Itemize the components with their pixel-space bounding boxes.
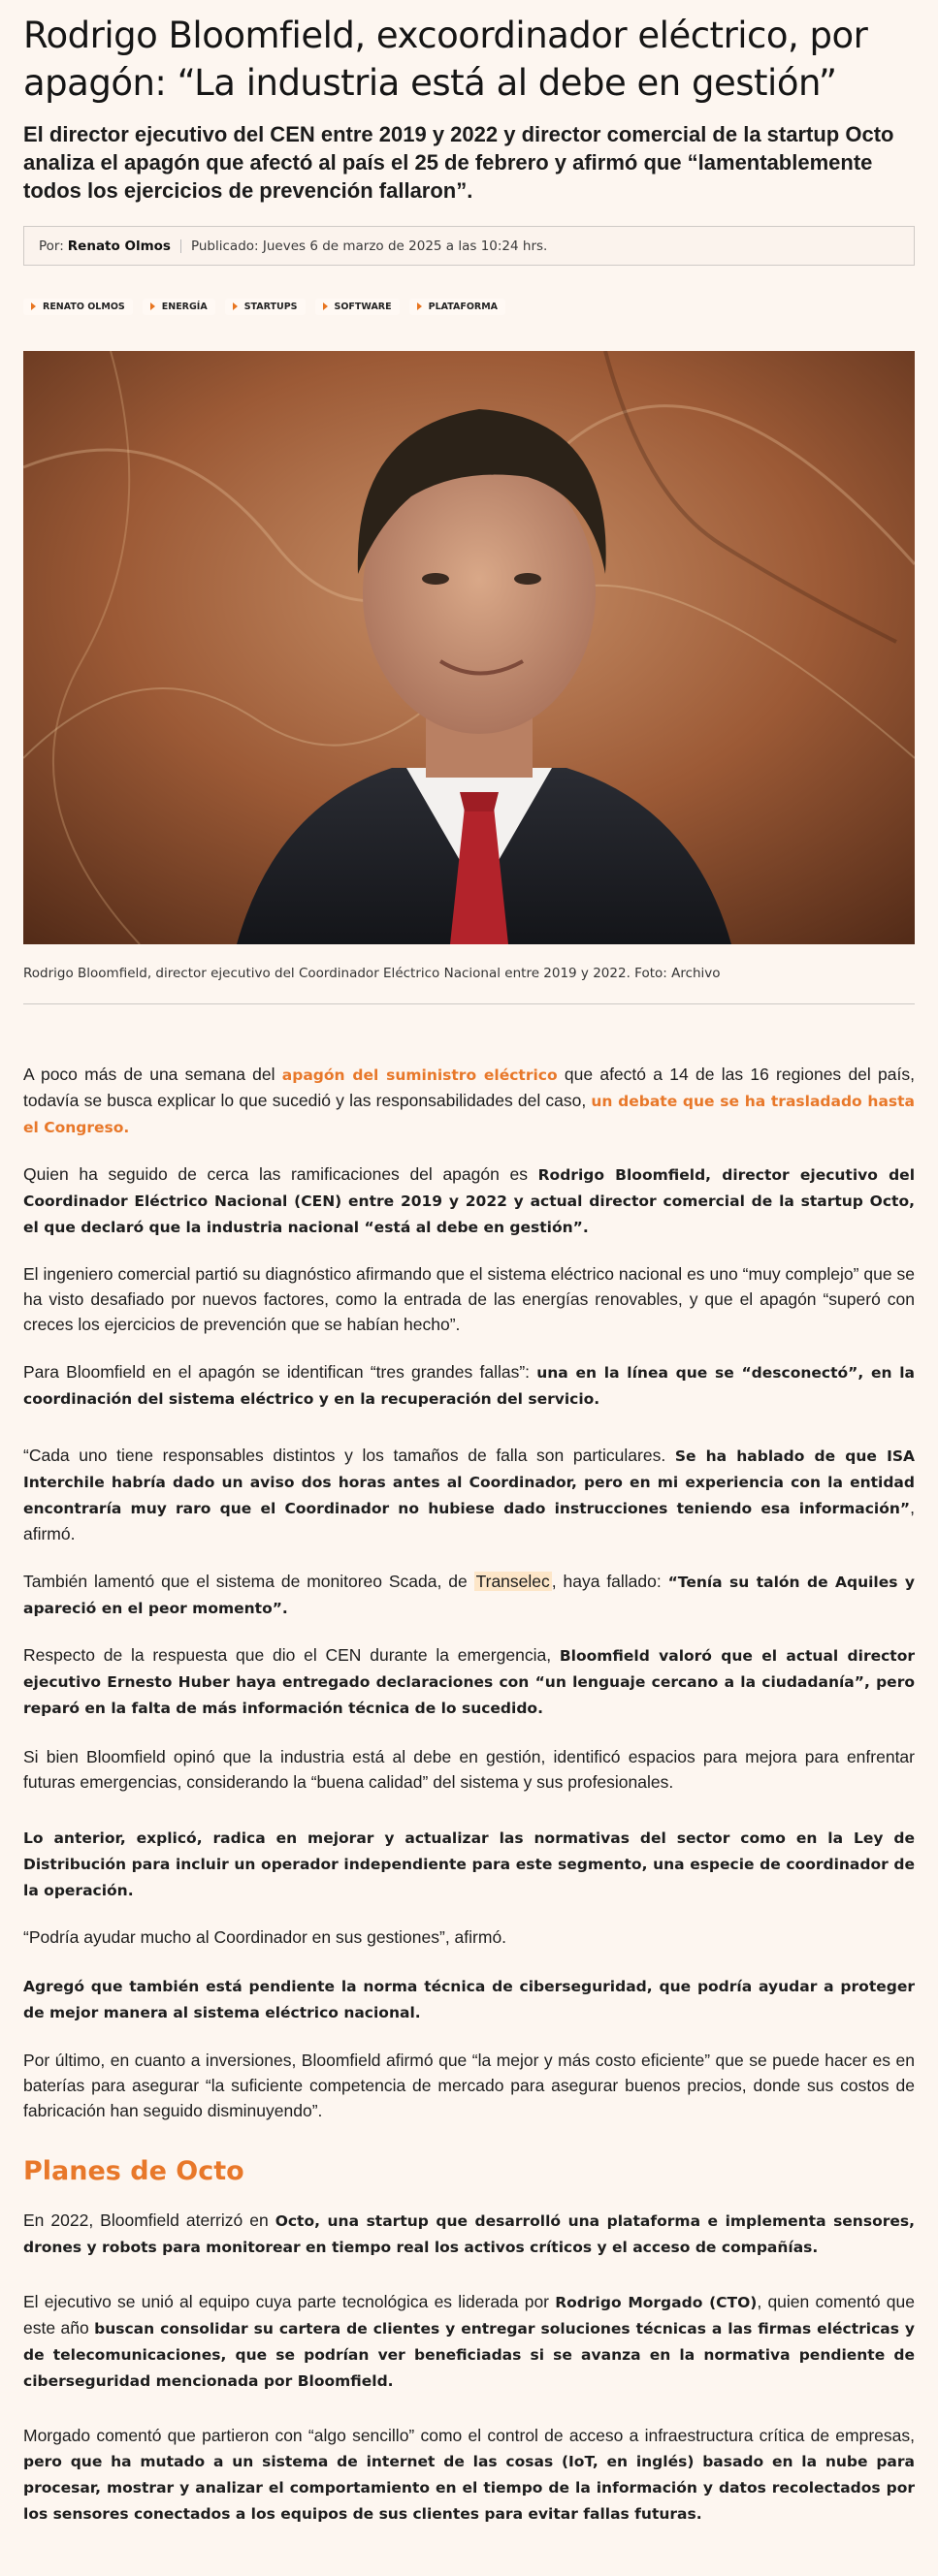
paragraph-5: “Cada uno tiene responsables distintos y los tamaños de falla son particulares. Se ha hablado de que ISA Interchile habría dado un aviso dos horas antes al Coordinador, pero en mi experiencia con la entidad encontraría muy raro que el Coordinador no hubiese dado instrucciones teniendo esa información”, afirmó.	[23, 1446, 916, 1543]
tag-arrow-icon	[31, 302, 36, 310]
tag-renato-olmos[interactable]: RENATO OLMOS	[23, 299, 133, 315]
paragraph-4: Para Bloomfield en el apagón se identifican “tres grandes fallas”: una en la línea que se “desconectó”, en la coordinación del sistema eléctrico y en la recuperación del servicio.	[23, 1362, 916, 1408]
tag-plataforma[interactable]: PLATAFORMA	[409, 299, 505, 315]
paragraph-14: El ejecutivo se unió al equipo cuya parte tecnológica es liderada por Rodrigo Morgado (CTO), quien comentó que este año buscan consolidar su cartera de clientes y entregar soluciones técnicas a las firmas eléctricas y de telecomunicaciones, que se podrían ver beneficiadas si se avanza en la normativa pendiente de ciberseguridad mencionada por Bloomfield.	[23, 2292, 915, 2390]
tag-software[interactable]: SOFTWARE	[315, 299, 400, 315]
tag-arrow-icon	[150, 302, 155, 310]
publish-date: Publicado: Jueves 6 de marzo de 2025 a las 10:24 hrs.	[190, 238, 548, 254]
tag-arrow-icon	[323, 302, 328, 310]
tag-list	[23, 295, 915, 318]
photo-caption: Rodrigo Bloomfield, director ejecutivo del Coordinador Eléctrico Nacional entre 2019 y 2022. Foto: Archivo	[23, 966, 721, 981]
paragraph-1: A poco más de una semana del apagón del suministro eléctrico que afectó a 14 de las 16 regiones del país, todavía se busca explicar lo que sucedió y las responsabilidades del caso, un debate que se ha trasladado hasta el Congreso.	[23, 1065, 915, 1136]
paragraph-13: En 2022, Bloomfield aterrizó en Octo, una startup que desarrolló una plataforma e implementa sensores, drones y robots para monitorear en tiempo real los activos críticos y el acceso de compañías.	[23, 2210, 915, 2256]
article-title: Rodrigo Bloomfield, excoordinador eléctrico, por apagón: “La industria está al debe en gestión”	[23, 15, 868, 104]
paragraph-12: Por último, en cuanto a inversiones, Bloomfield afirmó que “la mejor y más costo eficiente” que se puede hacer es en baterías para asegurar “la suficiente competencia de mercado para asegurar buenos precios, donde sus costos de fabricación han seguido disminuyendo”.	[23, 2051, 915, 2120]
tag-arrow-icon	[417, 302, 422, 310]
paragraph-3: El ingeniero comercial partió su diagnóstico afirmando que el sistema eléctrico nacional es uno “muy complejo” que se ha visto desafiado por nuevos factores, como la entrada de las energías renovables, y que el apagón “superó con creces los ejercicios de prevención que se habían hecho”.	[23, 1264, 915, 1334]
highlight-transelec: Transelec	[475, 1572, 550, 1591]
section-title: Planes de Octo	[23, 2156, 244, 2186]
paragraph-2: Quien ha seguido de cerca las ramificaciones del apagón es Rodrigo Bloomfield, director ejecutivo del Coordinador Eléctrico Nacional (CEN) entre 2019 y 2022 y actual director comercial de la startup Octo, el que declaró que la industria nacional “está al debe en gestión”.	[23, 1164, 916, 1236]
caption-divider	[23, 1003, 915, 1004]
portrait-illustration	[23, 351, 915, 944]
link-apagon[interactable]: apagón del suministro eléctrico	[281, 1066, 558, 1084]
paragraph-6: También lamentó que el sistema de monitoreo Scada, de Transelec , haya fallado: “Tenía su talón de Aquiles y apareció en el peor momento”.	[23, 1572, 915, 1617]
article-header	[0, 0, 938, 318]
link-congreso[interactable]: un debate que se ha trasladado hasta el Congreso.	[23, 1093, 915, 1136]
tag-energia[interactable]: ENERGÍA	[143, 299, 215, 315]
paragraph-10: “Podría ayudar mucho al Coordinador en sus gestiones”, afirmó.	[23, 1927, 507, 1947]
article-subtitle: El director ejecutivo del CEN entre 2019 y 2022 y director comercial de la startup Octo analiza el apagón que afectó al país el 25 de febrero y afirmó que “lamentablemente todos los ejercicios de prevención fallaron”.	[23, 122, 894, 203]
paragraph-9: Lo anterior, explicó, radica en mejorar y actualizar las normativas del sector como en la Ley de Distribución para incluir un operador independiente para este segmento, una especie de coordinador de la operación.	[23, 1829, 915, 1899]
article-photo	[23, 351, 915, 944]
paragraph-7: Respecto de la respuesta que dio el CEN durante la emergencia, Bloomfield valoró que el actual director ejecutivo Ernesto Huber haya entregado declaraciones con “un lenguaje cercano a la ciudadanía”, pero reparó en la falta de más información técnica de lo sucedido.	[23, 1645, 915, 1717]
by-label: Por:	[39, 238, 64, 254]
article-body	[23, 1062, 915, 2527]
tag-arrow-icon	[233, 302, 238, 310]
byline-divider	[180, 239, 181, 253]
author-link[interactable]: Renato Olmos	[67, 238, 171, 254]
paragraph-8: Si bien Bloomfield opinó que la industria está al debe en gestión, identificó espacios para mejora para enfrentar futuras emergencias, considerando la “buena calidad” del sistema y sus profesionales.	[23, 1747, 915, 1792]
tag-startups[interactable]: STARTUPS	[225, 299, 306, 315]
byline	[23, 226, 915, 266]
paragraph-15: Morgado comentó que partieron con “algo sencillo” como el control de acceso a infraestructura crítica de empresas, pero que ha mutado a un sistema de internet de las cosas (IoT, en inglés) basado en la nube para procesar, mostrar y analizar el comportamiento en el tiempo de la información y datos recolectados por los sensores conectados a los equipos de sus clientes para evitar fallas futuras.	[23, 2426, 915, 2523]
paragraph-11: Agregó que también está pendiente la norma técnica de ciberseguridad, que podría ayudar a proteger de mejor manera al sistema eléctrico nacional.	[23, 1978, 915, 2021]
